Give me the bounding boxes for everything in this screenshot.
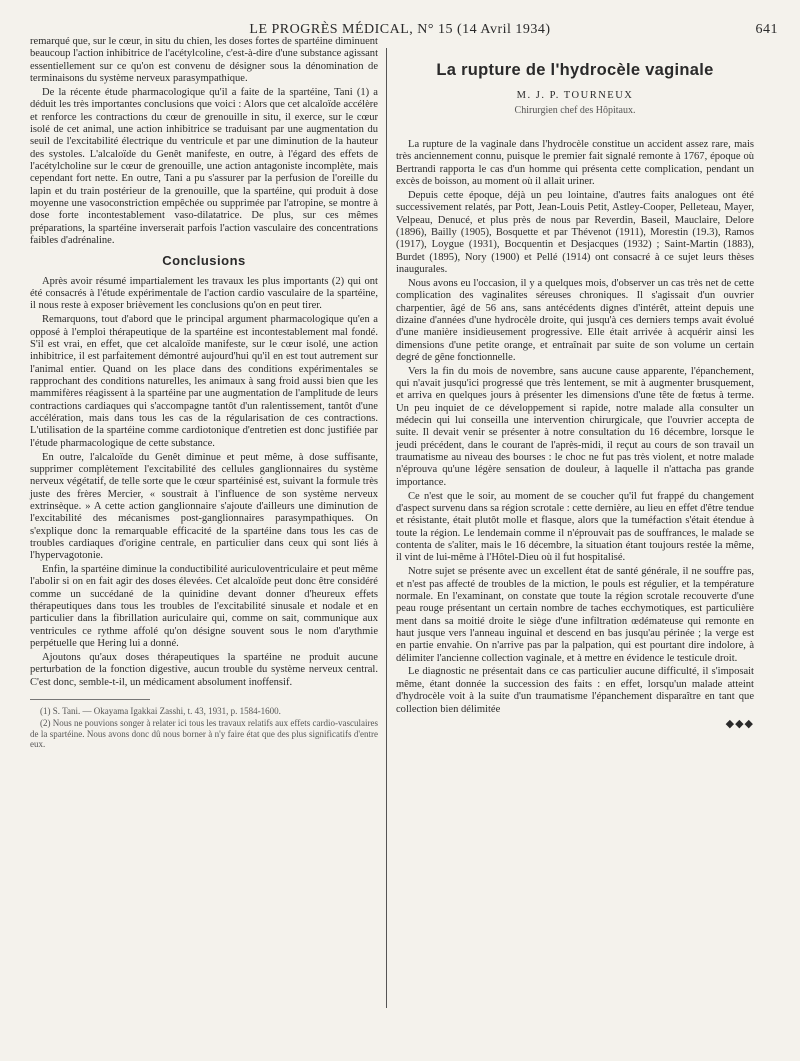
footnotes <box>30 706 378 750</box>
paragraph: Nous avons eu l'occasion, il y a quelques mois, d'observer un cas très net de cette complication des vaginalites séreuses chroniques. Il s'agissait d'un ouvrier charpentier, âgé de 56 ans, sans antécédents dignes d'intérêt, atteint depuis une dizaine d'années d'une hydrocèle droite, qui jusqu'à ces derniers temps avait évolué d'une manière insidieusement progressive. Elle était arrivée à acquérir ainsi les dimensions d'une petite orange, et entraînait par suite de son volume un certain degré de gêne fonctionnelle. <box>396 277 754 363</box>
paragraph: Remarquons, tout d'abord que le principal argument pharmacologique qu'en a opposé à l'emploi thérapeutique de la spartéine est incontestablement mal fondé. S'il est vrai, en effet, que cet alcaloïde manifeste, sur le cœur isolé, une action inhibitrice, il est parfaitement démontré aujourd'hui qu'il en est tout autrement sur l'animal entier. Quand on les place dans des conditions expérimentales se rapprochant des conditions naturelles, les animaux à sang froid aussi bien que les mammifères réagissent à la spartéine par une augmentation de l'amplitude de leurs contractions cardiaques qui s'accompagne tantôt d'un ralentissement, tantôt d'une accélération, mais dans tous les cas de la régularisation de ces contractions. L'utilisation de la spartéine comme cardiotonique d'entretien est donc justifiée par l'étude pharmacologique de cette substance. <box>30 314 378 449</box>
paragraph: Enfin, la spartéine diminue la conductibilité auriculoventriculaire et peut même l'abolir si on en fait agir des doses élevées. Cet alcaloïde peut donc être considéré comme un succédané de la quinidine devant donner d'heureux effets thérapeutiques dans tous les troubles de l'excitabilité sinusale et nodale et en particulier dans la fibrillation auriculaire qui, comme on sait, communique aux ventricules ce rythme affolé qu'on désigne souvent sous le nom d'arythmie perpétuelle que Hering lui a donné. <box>30 564 378 650</box>
paragraph: Après avoir résumé impartialement les travaux les plus importants (2) qui ont été consacrés à l'étude expérimentale de l'action cardio vasculaire de la spartéine, il nous reste à exposer brièvement les conclusions qu'on en peut tirer. <box>30 275 378 312</box>
paragraph: De la récente étude pharmacologique qu'il a faite de la spartéine, Tani (1) a déduit les très importantes conclusions que voici : Alors que cet alcaloïde accélère et renforce les contractions du cœur de grenouille in situ, il exerce, sur le cœur isolé de cet animal, une action inhibitrice se traduisant par une augmentation du seuil de l'excitabilité électrique du ventricule et par une diminution de la hauteur des systoles. L'alcaloïde du Genêt manifeste, en outre, à l'égard des effets de l'acétylcholine sur le cœur de grenouille, une action antagoniste incomplète, mais cependant fort nette. En outre, Tani a pu s'assurer par la perfusion de l'oreille du lapin et du train postérieur de la grenouille, que la spartéine, qui produit à dose moyenne une vasoconstriction empêchée ou supprimée par l'atropine, se montre à dose forte incontestablement vaso-dilatatrice. De plus, sur ces mêmes préparations, la spartéine inverserait parfois l'action vasculaire des concentrations faibles d'adrénaline. <box>30 86 378 246</box>
paragraph: Le diagnostic ne présentait dans ce cas particulier aucune difficulté, il s'imposait même, étant donnée la succession des faits : en effet, lorsqu'un malade atteint d'hydrocèle voit à la suite d'un traumatisme l'épanchement disparaître en tant que collection bien délimitée <box>396 666 754 715</box>
paragraph: La rupture de la vaginale dans l'hydrocèle constitue un accident assez rare, mais très anciennement connu, puisque le premier fait signalé remonte à 1767, époque où Bertrandi rapporta le cas d'un homme qui présenta cette complication, pendant un excès de boisson, au moment où il allait uriner. <box>396 139 754 188</box>
running-header <box>22 12 778 38</box>
section-heading-conclusions: Conclusions <box>162 253 246 269</box>
paragraph: En outre, l'alcaloïde du Genêt diminue et peut même, à dose suffisante, supprimer complètement l'excitabilité des cellules ganglionnaires du système nerveux végétatif, de telle sorte que le cœur spartéinisé est, suivant la formule très juste des frères Mercier, « soustrait à l'influence de son système nerveux extrinsèque. » A cette action ganglionnaire s'ajoute d'ailleurs une diminution de l'excitabilité des mécanismes post-ganglionnaires parasympathiques. On s'explique donc la remarquable efficacité de la spartéine dans tous les cas de troubles cardiaques d'origine centrale, en particulier dans ceux qui sont liés à l'hypervagotonie. <box>30 451 378 562</box>
right-column <box>396 61 754 730</box>
left-column <box>30 36 378 751</box>
footnote: (1) S. Tani. — Okayama Igakkai Zasshi, t. 43, 1931, p. 1584-1600. <box>40 706 281 717</box>
paragraph: Notre sujet se présente avec un excellent état de santé générale, il ne souffre pas, et n'est pas affecté de troubles de la miction, le pouls est régulier, et la température normale. En l'examinant, on constate que toute la région scrotale recouverte d'une peau rouge présentant un certain nombre de taches ecchymotiques, est particulière ment dans sa moitié droite le siège d'une infiltration œdémateuse qui remonte en haut jusque vers l'anneau inguinal et descend en bas jusqu'au périnée ; la verge est en partie envahie. On n'arrive pas par la palpation, qui est pourtant dire indolore, à délimiter l'ancienne collection vaginale, et à mettre en évidence le testicule droit. <box>396 566 754 664</box>
paragraph: Vers la fin du mois de novembre, sans aucune cause apparente, l'épanchement, qui n'avait jusqu'ici progressé que très lentement, se mit à augmenter brusquement, et arriva en quelques jours à présenter les dimensions d'une tête de fœtus à terme. Un peu inquiet de ce développement si rapide, notre malade alla consulter un médecin qui lui conseilla une intervention chirurgicale, que l'ouvrier accepta de suite. Il devait venir se présenter à notre consultation du 16 décembre, lorsque le jeudi précédent, dans le courant de l'après-midi, il reçut au cours de son travail un traumatisme au niveau des bourses : le choc ne fut pas très violent, et notre malade n'éprouva qu'une légère sensation de douleur, à laquelle il n'attacha pas grande importance. <box>396 365 754 488</box>
article-title: La rupture de l'hydrocèle vaginale <box>436 61 714 79</box>
footnote: (2) Nous ne pouvions songer à relater ici tous les travaux relatifs aux effets cardio-vasculaires de la spartéine. Nous avons donc dû nous borner à n'y faire état que des plus significatifs d'entre eux. <box>30 718 378 750</box>
paragraph: Depuis cette époque, déjà un peu lointaine, d'autres faits analogues ont été successivement relatés, par Pott, Jean-Louis Petit, Astley-Cooper, Pelleteau, Mayer, Velpeau, Denucé, et plus près de nous par Reverdin, Baseil, Mauclaire, Delore (1896), Bailly (1905), Bosquette et par Thévenot (1911), Morestin (19.3), Ramos (1917), Loygue (1931), Bocquentin et Desjacques (1932) ; Saint-Martin (1883), Burdet (1895), Nory (1900) et Pellé (1914) ont consacré à ce sujet leurs thèses inaugurales. <box>396 189 754 275</box>
author: M. J. P. TOURNEUX <box>516 90 634 102</box>
page-number: 641 <box>755 22 778 37</box>
column-divider <box>386 48 387 1008</box>
paragraph: Ce n'est que le soir, au moment de se coucher qu'il fut frappé du changement d'aspect survenu dans sa région scrotale : cette dernière, au lieu en effet d'être tendue et résistante, était plutôt molle et flasque, alors que la tuméfaction s'était étendue à toute la région. Le lendemain comme il n'éprouvait pas de souffrances, le malade se contenta de s'aliter, mais le 16 décembre, la situation étant toujours restée la même, il vint de lui-même à l'Hôtel-Dieu où il fut hospitalisé. <box>396 490 754 564</box>
paragraph: remarqué que, sur le cœur, in situ du chien, les doses fortes de spartéine diminuent beaucoup l'action inhibitrice de l'acétylcoline, c'est-à-dire d'une substance agissant essentiellement sur ce qu'on est convenu de désigner sous la dénomination de terminaisons du système nerveux parasympathique. <box>30 36 378 85</box>
footnote-rule <box>30 699 150 706</box>
author-affiliation: Chirurgien chef des Hôpitaux. <box>514 104 636 116</box>
continuation-ornament: ◆◆◆ <box>725 717 754 730</box>
journal-header-title: LE PROGRÈS MÉDICAL, N° 15 (14 Avril 1934) <box>249 22 551 37</box>
paragraph: Ajoutons qu'aux doses thérapeutiques la spartéine ne produit aucune perturbation de la fonction digestive, aucun trouble du système nerveux central. C'est donc, semble-t-il, un médicament absolument inoffensif. <box>30 652 378 688</box>
